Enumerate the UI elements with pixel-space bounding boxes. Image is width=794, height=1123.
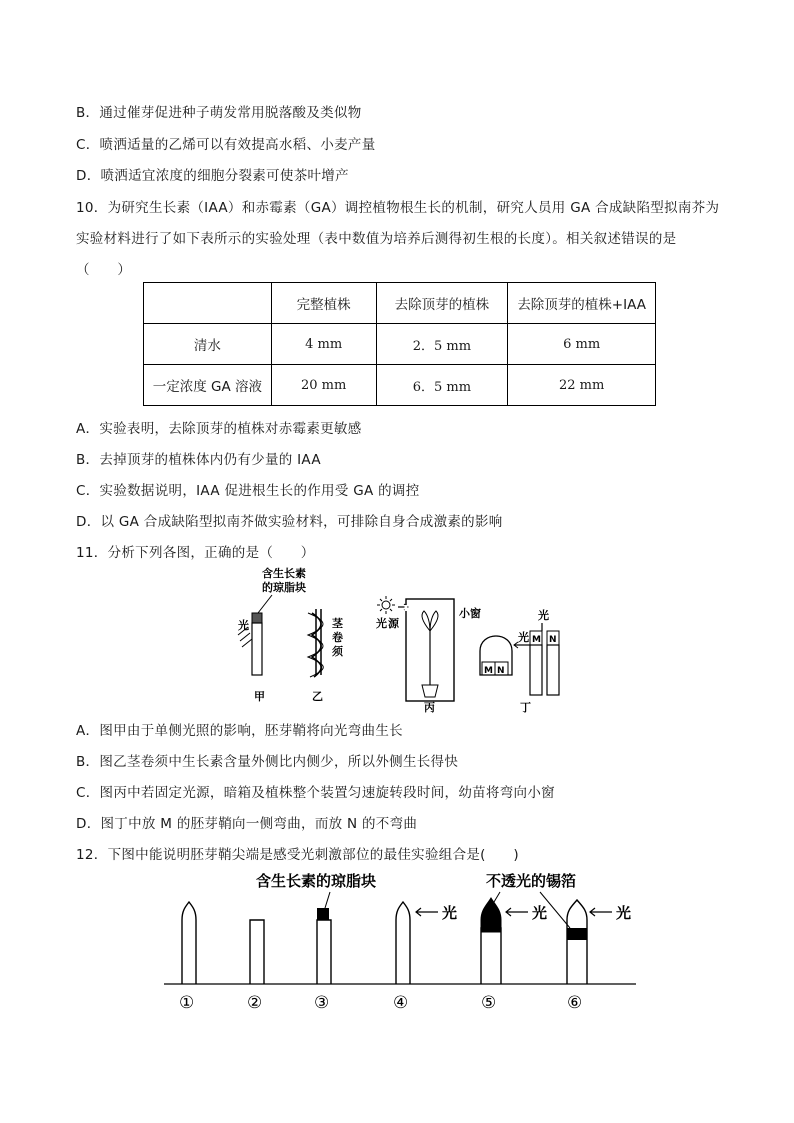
q11-option-a: A．图甲由于单侧光照的影响，胚芽鞘将向光弯曲生长 [76, 723, 403, 739]
q9-option-c: C．喷洒适量的乙烯可以有效提高水稻、小麦产量 [76, 137, 376, 153]
agar-block-label-2: 的琼脂块 [262, 581, 306, 594]
q12-stem: 12．下图中能说明胚芽鞘尖端是感受光刺激部位的最佳实验组合是( ) [76, 847, 519, 863]
n-block-label: N [497, 666, 505, 676]
table-header-cell [144, 283, 272, 324]
table-cell: 2．5 mm [376, 324, 508, 365]
m-block-label-2: M [532, 635, 541, 645]
coleoptile-3 [317, 920, 331, 984]
table-header-cell: 去除顶芽的植株+IAA [508, 283, 656, 324]
table-header-cell: 去除顶芽的植株 [376, 283, 508, 324]
table-row [144, 365, 656, 406]
q11-figure [228, 565, 573, 713]
light-source-label-1: 光 [376, 617, 387, 630]
figure-jia [238, 566, 306, 703]
q11-stem: 11．分析下列各图，正确的是（ ） [76, 545, 315, 561]
label-number-1: ① [179, 993, 195, 1013]
n-block-label-2: N [549, 635, 557, 645]
table-cell: 20 mm [271, 365, 376, 406]
coleoptile-5 [481, 928, 501, 984]
table-row-label: 一定浓度 GA 溶液 [144, 365, 272, 406]
q11-option-b: B．图乙茎卷须中生长素含量外侧比内侧少，所以外侧生长得快 [76, 754, 459, 770]
table-cell: 6 mm [508, 324, 656, 365]
label-number-4: ④ [393, 993, 409, 1013]
table-cell: 4 mm [271, 324, 376, 365]
figure-bing [376, 596, 481, 713]
q10-stem-line1: 10．为研究生长素（IAA）和赤霉素（GA）调控植物根生长的机制，研究人员用 GA 合成缺陷型拟南芥为 [76, 200, 720, 216]
tendril-label-3: 须 [332, 645, 343, 658]
label-ding: 丁 [520, 701, 531, 713]
q12-figure [160, 862, 640, 1020]
table-header-cell: 完整植株 [271, 283, 376, 324]
q10-option-b: B．去掉顶芽的植株体内仍有少量的 IAA [76, 452, 321, 468]
label-number-3: ③ [314, 993, 330, 1013]
q11-option-d: D．图丁中放 M 的胚芽鞘向一侧弯曲，而放 N 的不弯曲 [76, 816, 418, 832]
light-label: 光 [238, 619, 249, 632]
table-header-row [144, 283, 656, 324]
table-row [144, 324, 656, 365]
q11-option-c: C．图丙中若固定光源，暗箱及植株整个装置匀速旋转段时间，幼苗将弯向小窗 [76, 785, 555, 801]
label-number-6: ⑥ [567, 993, 583, 1013]
sun-icon [382, 601, 390, 609]
q9-option-b: B．通过催芽促进种子萌发常用脱落酸及类似物 [76, 105, 362, 121]
window-label: 小窗 [459, 607, 481, 620]
table-row-label: 清水 [144, 324, 272, 365]
label-bing: 丙 [424, 701, 435, 713]
q9-option-d: D．喷洒适宜浓度的细胞分裂素可使茶叶增产 [76, 168, 349, 184]
m-block-label: M [484, 666, 493, 676]
tendril-label-2: 卷 [332, 631, 343, 644]
agar-block [317, 908, 329, 920]
q10-data-table [143, 282, 656, 406]
label-yi: 乙 [312, 690, 323, 703]
foil-band [567, 928, 587, 940]
agar-block [252, 613, 262, 623]
light-label-ding-top: 光 [538, 609, 549, 622]
light-label-6: 光 [616, 904, 632, 922]
light-label-5: 光 [532, 904, 548, 922]
seedling [422, 611, 438, 631]
agar-block-label: 含生长素的琼脂块 [256, 872, 377, 890]
light-label-ding-left: 光 [518, 631, 529, 644]
q10-option-a: A．实验表明，去除顶芽的植株对赤霉素更敏感 [76, 421, 362, 437]
coleoptile-2 [250, 920, 264, 984]
agar-block-label-1: 含生长素 [262, 567, 306, 580]
label-number-2: ② [247, 993, 263, 1013]
q10-option-d: D．以 GA 合成缺陷型拟南芥做实验材料，可排除自身合成激素的影响 [76, 514, 503, 530]
coleoptile [252, 623, 262, 675]
q10-option-c: C．实验数据说明，IAA 促进根生长的作用受 GA 的调控 [76, 483, 420, 499]
figure-yi [308, 609, 344, 703]
foil-label: 不透光的锡箔 [486, 872, 577, 890]
light-label-4: 光 [442, 904, 458, 922]
coleoptile-1 [182, 902, 196, 984]
figure-ding [480, 608, 559, 713]
table-cell: 22 mm [508, 365, 656, 406]
coleoptile-4 [396, 902, 410, 984]
label-number-5: ⑤ [481, 993, 497, 1013]
coleoptile-6 [567, 900, 587, 984]
table-cell: 6．5 mm [376, 365, 508, 406]
q10-stem-line3: （ ） [76, 262, 132, 278]
q10-stem-line2: 实验材料进行了如下表所示的实验处理（表中数值为培养后测得初生根的长度）。相关叙述错误的是 [76, 231, 677, 247]
pot [422, 685, 438, 697]
tendril-label-1: 茎 [332, 617, 343, 630]
label-jia: 甲 [254, 690, 265, 703]
foil-cap [481, 898, 501, 932]
light-source-label-2: 源 [388, 617, 399, 630]
